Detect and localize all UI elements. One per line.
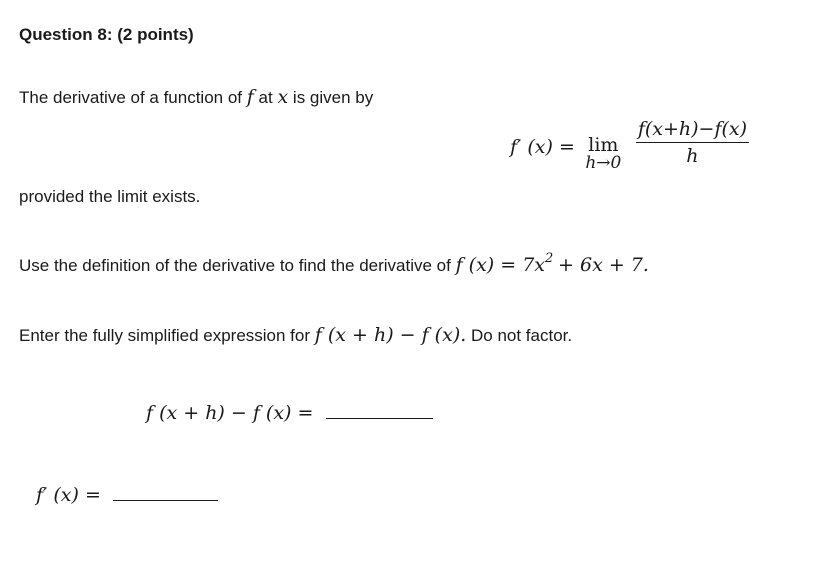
intro-at: at (258, 88, 273, 107)
function-exponent: 2 (545, 251, 554, 266)
limit-operator (585, 118, 621, 172)
limit-subscript: h→0 (585, 153, 622, 173)
function-rest: + 6x + 7. (558, 254, 649, 276)
intro-prefix: The derivative of a function of (19, 88, 243, 107)
difference-label: f (x + h) − f (x) = (146, 402, 314, 424)
function-lhs: f (x) = 7x (455, 254, 546, 276)
derivative-label: f′ (x) = (36, 484, 101, 506)
enter-prefix: Enter the fully simplified expression for (19, 326, 311, 345)
difference-quotient (636, 118, 749, 167)
enter-suffix: Do not factor. (471, 326, 573, 345)
intro-f: f (246, 86, 254, 108)
quotient-denominator: h (686, 145, 699, 167)
definition-lhs: f′ (x) = (510, 136, 575, 158)
intro-line (19, 86, 373, 108)
derivative-definition (510, 118, 749, 172)
derivative-answer-row (36, 482, 218, 506)
derivative-answer-blank[interactable] (113, 482, 218, 501)
instruction-prefix: Use the definition of the derivative to find the derivative of (19, 256, 451, 275)
enter-expression: f (x + h) − f (x). (314, 324, 467, 346)
intro-suffix: is given by (292, 88, 374, 107)
limit-word: lim (588, 134, 619, 156)
question-title: Question 8: (2 points) (19, 25, 194, 44)
quotient-numerator: f(x+h)−f(x) (636, 118, 749, 143)
enter-line (19, 324, 572, 346)
difference-answer-blank[interactable] (326, 400, 433, 419)
provided-text: provided the limit exists. (19, 187, 201, 206)
difference-answer-row (146, 400, 433, 424)
intro-x: x (277, 86, 289, 108)
instruction-line (19, 251, 649, 276)
